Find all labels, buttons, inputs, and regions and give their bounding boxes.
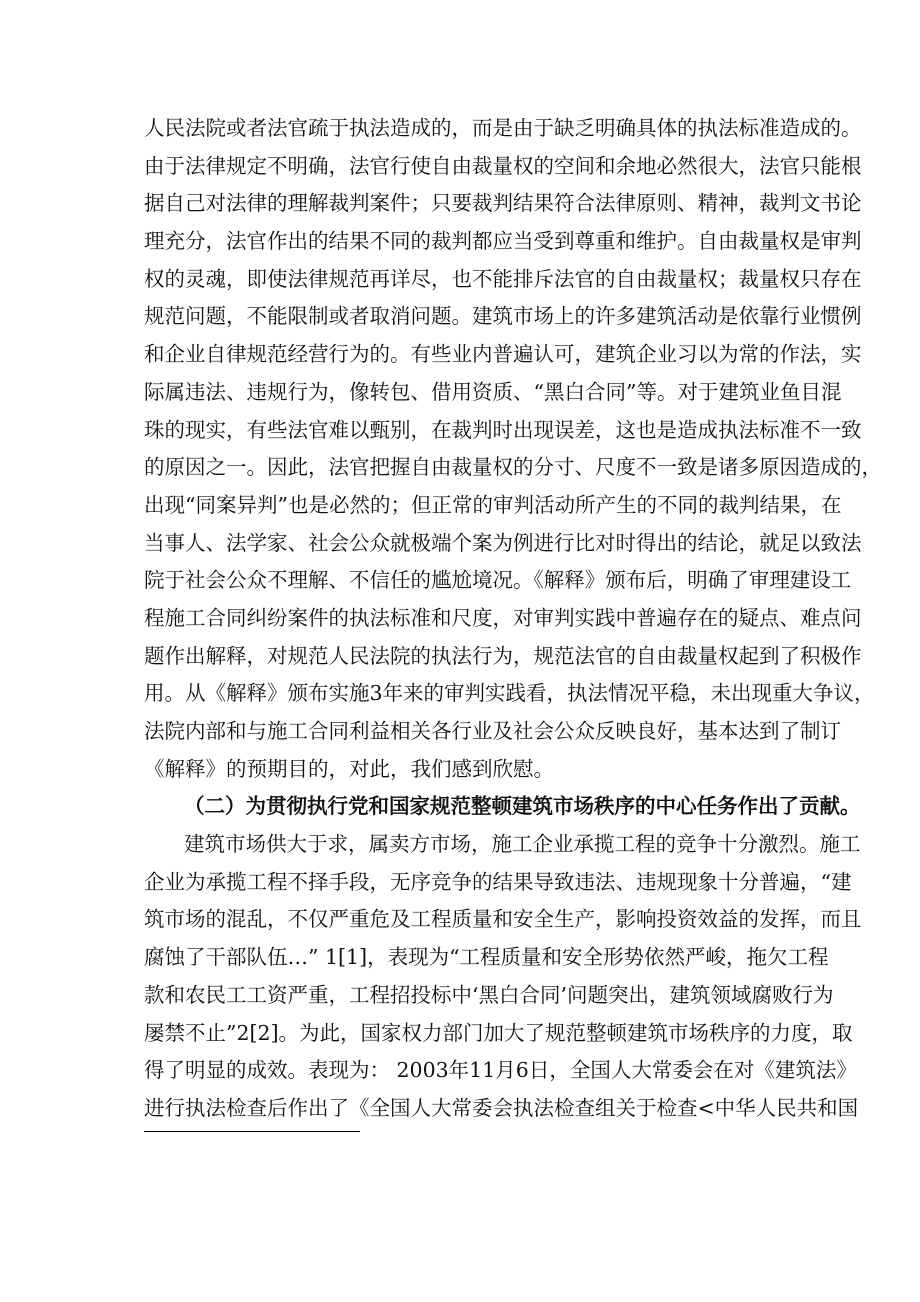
paragraph-1-line: 和企业自律规范经营行为的。有些业内普遍认可，建筑企业习以为常的作法，实: [144, 342, 862, 367]
paragraph-1-line: 题作出解释，对规范人民法院的执法行为，规范法官的自由裁量权起到了积极作: [144, 643, 862, 668]
paragraph-1-line: 院于社会公众不理解、不信任的尴尬境况。《解释》颁布后，明确了审理建设工: [144, 568, 852, 593]
paragraph-1-line: 际属违法、违规行为，像转包、借用资质、“黑白合同”等。对于建筑业鱼目混: [144, 379, 842, 404]
paragraph-2-line: 得了明显的成效。表现为： 2003年11月6日，全国人大常委会在对《建筑法》: [144, 1058, 857, 1083]
paragraph-1-line: 法院内部和与施工合同利益相关各行业及社会公众反映良好，基本达到了制订: [144, 719, 841, 743]
paragraph-2-line: 企业为承揽工程不择手段，无序竞争的结果导致违法、违规现象十分普遍，“建: [144, 869, 852, 894]
paragraph-1-line: 出现“同案异判”也是必然的；但正常的审判活动所产生的不同的裁判结果，在: [144, 492, 842, 517]
paragraph-1-line: 据自己对法律的理解裁判案件；只要裁判结果符合法律原则、精神，裁判文书论: [144, 191, 862, 216]
paragraph-1-line: 程施工合同纠纷案件的执法标准和尺度，对审判实践中普遍存在的疑点、难点问: [144, 605, 862, 630]
section-heading: （二）为贯彻执行党和国家规范整顿建筑市场秩序的中心任务作出了贡献。: [184, 794, 861, 819]
paragraph-1: [144, 110, 882, 788]
paragraph-1-line: 珠的现实，有些法官难以甄别，在裁判时出现误差，这也是造成执法标准不一致: [144, 417, 862, 442]
paragraph-1-line: 规范问题，不能限制或者取消问题。建筑市场上的许多建筑活动是依靠行业惯例: [144, 304, 862, 329]
document-body: [144, 110, 882, 1128]
paragraph-1-line: 权的灵魂，即使法律规范再详尽，也不能排斥法官的自由裁量权；裁量权只存在: [144, 266, 862, 291]
paragraph-2-line: 建筑市场供大于求，属卖方市场，施工企业承揽工程的竞争十分激烈。施工: [184, 832, 861, 857]
paragraph-2-line: 筑市场的混乱，不仅严重危及工程质量和安全生产，影响投资效益的发挥，而且: [144, 907, 862, 932]
paragraph-1-line: 当事人、法学家、社会公众就极端个案为例进行比对时得出的结论，就足以致法: [144, 530, 862, 555]
paragraph-2: [144, 826, 862, 1128]
paragraph-1-line: 由于法律规定不明确，法官行使自由裁量权的空间和余地必然很大，法官只能根: [144, 153, 862, 178]
paragraph-2-line: 进行执法检查后作出了《全国人大常委会执法检查组关于检查<中华人民共和国: [144, 1095, 859, 1120]
paragraph-1-line: 的原因之一。因此，法官把握自由裁量权的分寸、尺度不一致是诸多原因造成的，: [144, 455, 882, 480]
paragraph-2-line: 屡禁不止”2[2]。为此，国家权力部门加大了规范整顿建筑市场秩序的力度，取: [144, 1020, 853, 1045]
paragraph-2-line: 款和农民工工资严重，工程招投标中‘黑白合同’问题突出，建筑领域腐败行为: [144, 982, 834, 1007]
paragraph-1-line: 理充分，法官作出的结果不同的裁判都应当受到尊重和维护。自由裁量权是审判: [144, 229, 862, 254]
paragraph-1-line: 《解释》的预期目的，对此，我们感到欣慰。: [144, 756, 554, 781]
paragraph-1-line: 人民法院或者法官疏于执法造成的，而是由于缺乏明确具体的执法标准造成的。: [144, 116, 862, 140]
paragraph-2-line: 腐蚀了干部队伍…” 1[1]，表现为“工程质量和安全形势依然严峻，拖欠工程: [144, 945, 829, 970]
paragraph-1-line: 用。从《解释》颁布实施3年来的审判实践看，执法情况平稳，未出现重大争议，: [144, 681, 875, 706]
footnote-separator: [144, 1131, 360, 1132]
